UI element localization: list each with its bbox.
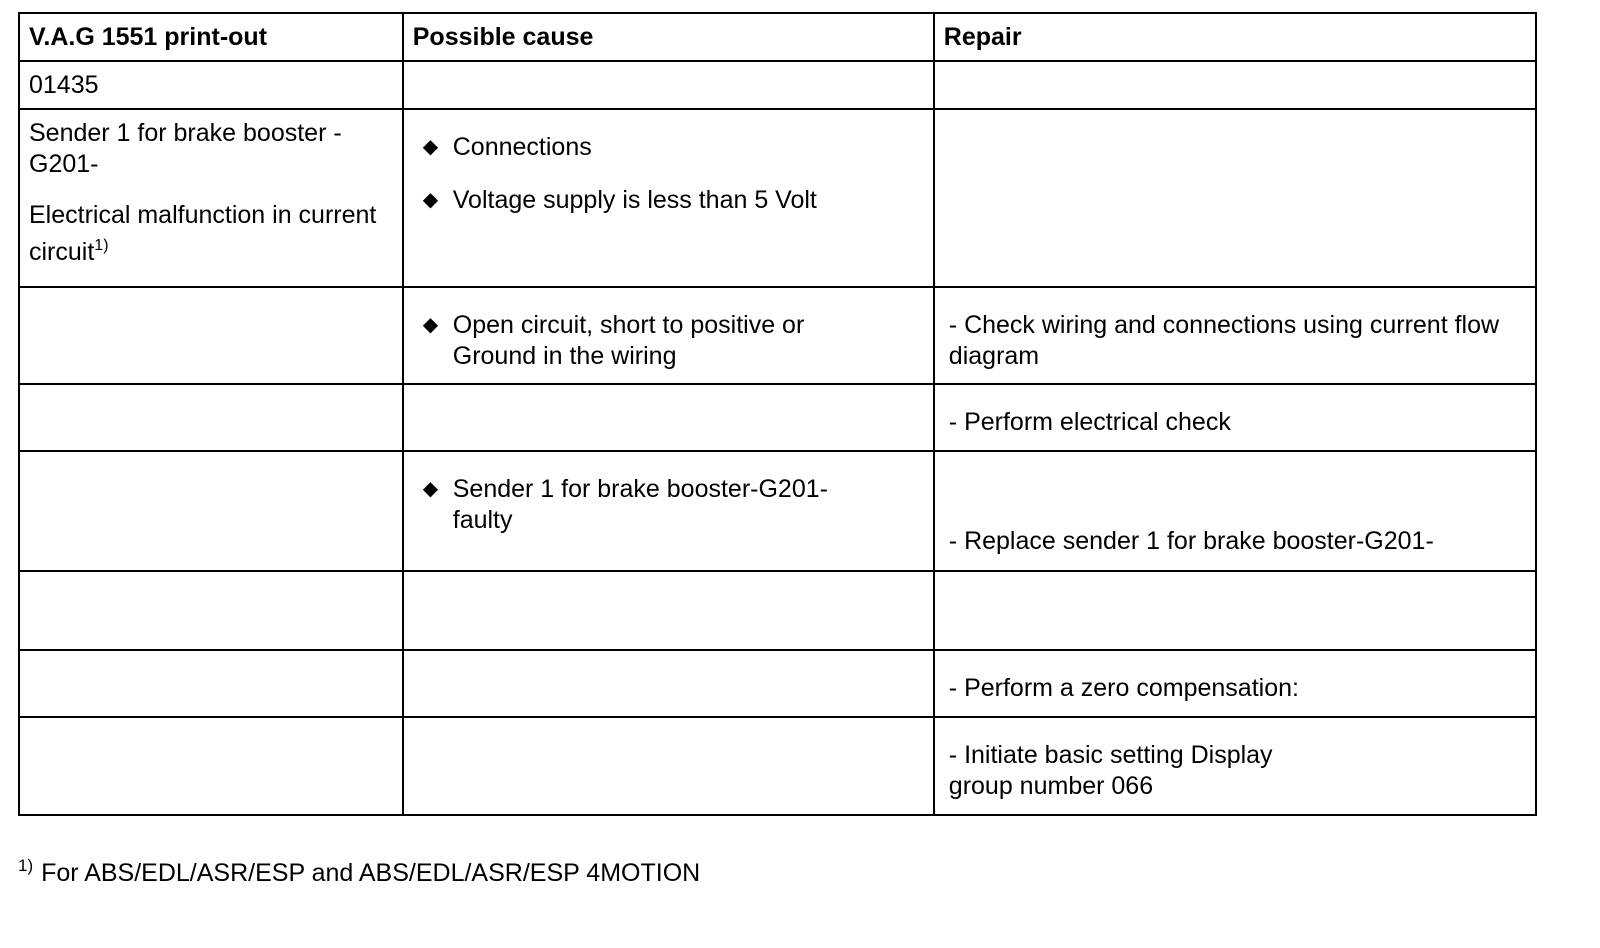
fault-diagnosis-table (18, 12, 1537, 816)
table-row (19, 571, 1536, 650)
repair-text: - Replace sender 1 for brake booster-G201- (948, 527, 1434, 555)
empty-cell (19, 287, 403, 384)
empty-cell (403, 61, 934, 109)
footnote-text: For ABS/EDL/ASR/ESP and ABS/EDL/ASR/ESP 4MOTION (41, 859, 701, 887)
fault-code-cell (19, 61, 403, 109)
fault-code: 01435 (29, 71, 99, 99)
empty-cell (403, 650, 934, 717)
empty-cell (19, 650, 403, 717)
repair-text: - Perform electrical check (948, 408, 1231, 436)
empty-cell (403, 571, 934, 650)
bullet-icon: ◆ (422, 189, 439, 211)
bullet-icon: ◆ (422, 136, 439, 158)
header-printout: V.A.G 1551 print-out (19, 13, 403, 61)
repair-cell (934, 650, 1536, 717)
table-row (19, 650, 1536, 717)
table-row (19, 61, 1536, 109)
empty-cell (19, 451, 403, 571)
empty-cell (934, 571, 1536, 650)
cause-item (413, 132, 921, 163)
empty-cell (403, 384, 934, 451)
cause-item (413, 310, 853, 372)
cause-cell (403, 287, 934, 384)
header-possible-cause: Possible cause (403, 13, 934, 61)
empty-cell (19, 384, 403, 451)
repair-text: - Check wiring and connections using current flow diagram (948, 311, 1500, 370)
cause-cell (403, 109, 934, 287)
bullet-icon: ◆ (422, 478, 439, 500)
cause-text: Open circuit, short to positive or Ground in the wiring (452, 311, 805, 370)
empty-cell (934, 109, 1536, 287)
empty-cell (19, 717, 403, 815)
sender-name: Sender 1 for brake booster -G201- (29, 119, 342, 178)
empty-cell (19, 571, 403, 650)
cause-item (413, 185, 921, 216)
cause-text: Sender 1 for brake booster-G201- faulty (452, 475, 828, 534)
repair-cell (934, 451, 1536, 571)
malfunction-text: Electrical malfunction in current circuit (29, 201, 377, 266)
table-row (19, 717, 1536, 815)
cause-text: Voltage supply is less than 5 Volt (452, 186, 817, 214)
empty-cell (403, 717, 934, 815)
table-row (19, 384, 1536, 451)
table-row (19, 287, 1536, 384)
repair-cell (934, 287, 1536, 384)
footnote (18, 858, 700, 889)
cause-text: Connections (452, 133, 592, 161)
repair-cell (934, 717, 1536, 815)
header-repair: Repair (934, 13, 1536, 61)
footnote-marker: 1) (18, 856, 34, 875)
malfunction-description (29, 197, 390, 271)
table-header-row (19, 13, 1536, 61)
repair-text: - Perform a zero compensation: (948, 674, 1299, 702)
bullet-icon: ◆ (422, 314, 439, 336)
repair-cell (934, 384, 1536, 451)
repair-text: - Initiate basic setting Display group number 066 (948, 741, 1273, 800)
table-row (19, 109, 1536, 287)
cause-cell (403, 451, 934, 571)
empty-cell (934, 61, 1536, 109)
footnote-reference: 1) (94, 237, 109, 254)
cause-item (413, 474, 873, 536)
table-row (19, 451, 1536, 571)
fault-description-cell (19, 109, 403, 287)
